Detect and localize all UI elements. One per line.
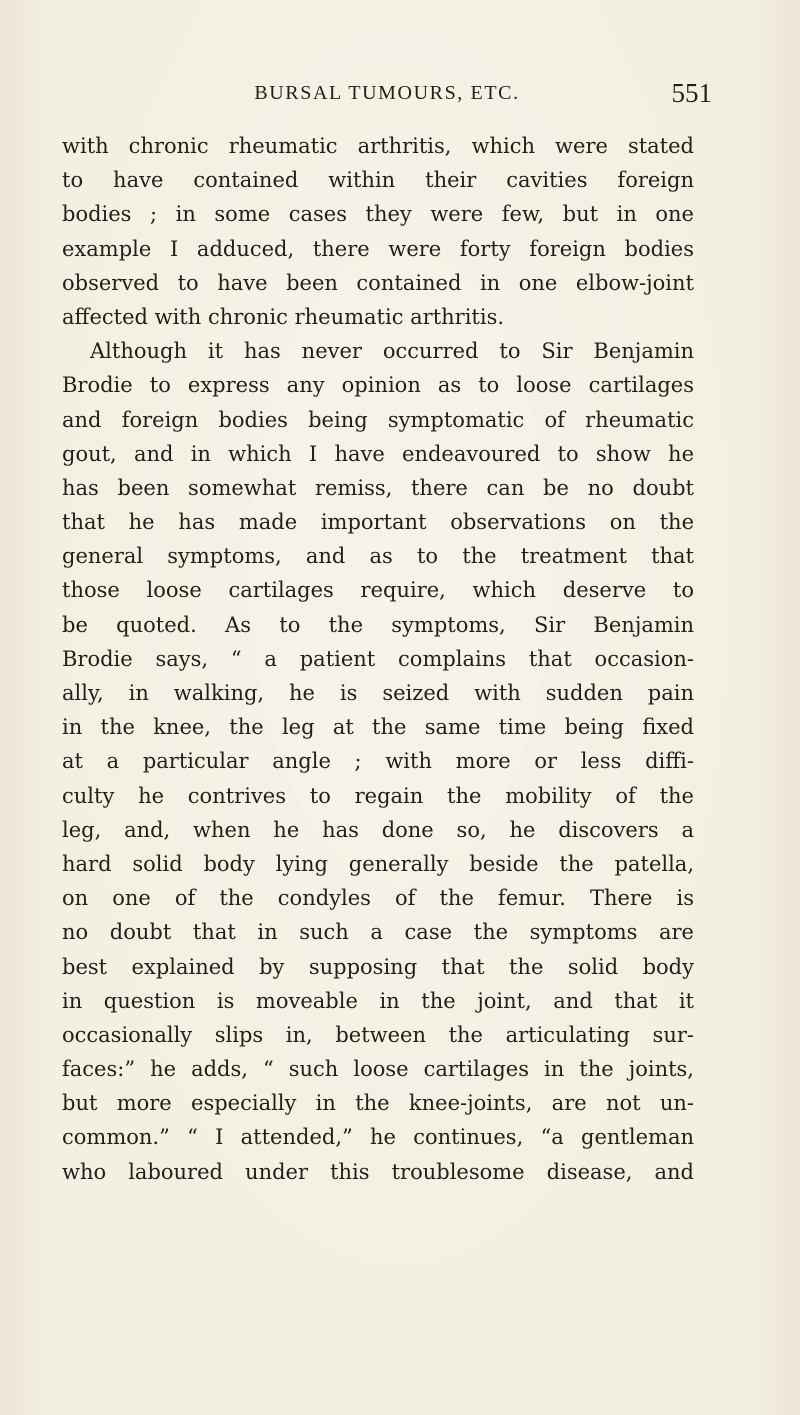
running-head xyxy=(62,78,712,116)
text-line: and foreign bodies being symptomatic of rheumatic xyxy=(62,407,694,432)
text-line: ally, in walking, he is seized with sudden pain xyxy=(62,681,694,705)
text-line: with chronic rheumatic arthritis, which were stated xyxy=(62,134,694,158)
text-line: no doubt that in such a case the symptoms are xyxy=(62,920,694,945)
text-line: common.” “ I attended,” he continues, “a gentleman xyxy=(62,1125,694,1150)
text-line: on one of the condyles of the femur. There is xyxy=(62,886,694,911)
text-line: that he has made important observations on the xyxy=(62,510,694,535)
text-line: leg, and, when he has done so, he discovers a xyxy=(62,817,694,842)
text-line: be quoted. As to the symptoms, Sir Benjamin xyxy=(62,612,694,637)
running-title: BURSAL TUMOURS, ETC. xyxy=(254,82,520,104)
text-line: faces:” he adds, “ such loose cartilages in the joints, xyxy=(62,1057,694,1082)
text-line: general symptoms, and as to the treatment that xyxy=(62,544,694,569)
text-line: but more especially in the knee-joints, are not un- xyxy=(62,1091,694,1116)
page-number: 551 xyxy=(671,78,712,108)
text-line: those loose cartilages require, which deserve to xyxy=(62,578,694,603)
text-line: in the knee, the leg at the same time being fixed xyxy=(62,715,694,740)
text-line: at a particular angle ; with more or less diffi- xyxy=(62,749,694,774)
text-line: observed to have been contained in one elbow-joint xyxy=(62,270,694,295)
text-line: to have contained within their cavities foreign xyxy=(62,168,694,193)
text-line: bodies ; in some cases they were few, but in one xyxy=(62,202,694,227)
text-line: best explained by supposing that the solid body xyxy=(62,954,694,979)
paragraph-start-line: Although it has never occurred to Sir Benjamin xyxy=(90,339,694,364)
text-line: affected with chronic rheumatic arthritis. xyxy=(62,304,505,329)
text-line: has been somewhat remiss, there can be no doubt xyxy=(62,475,694,500)
text-line: culty he contrives to regain the mobility of the xyxy=(62,783,694,808)
text-line: occasionally slips in, between the articulating sur- xyxy=(62,1022,694,1047)
text-line: Brodie says, “ a patient complains that occasion- xyxy=(62,646,694,671)
text-line: gout, and in which I have endeavoured to show he xyxy=(62,441,694,466)
text-line: Brodie to express any opinion as to loose cartilages xyxy=(62,373,694,398)
text-line: hard solid body lying generally beside the patella, xyxy=(62,851,694,876)
text-line: example I adduced, there were forty foreign bodies xyxy=(62,236,694,261)
body-text xyxy=(62,129,694,1189)
text-line: in question is moveable in the joint, and that it xyxy=(62,988,694,1013)
text-line: who laboured under this troublesome disease, and xyxy=(62,1159,694,1184)
